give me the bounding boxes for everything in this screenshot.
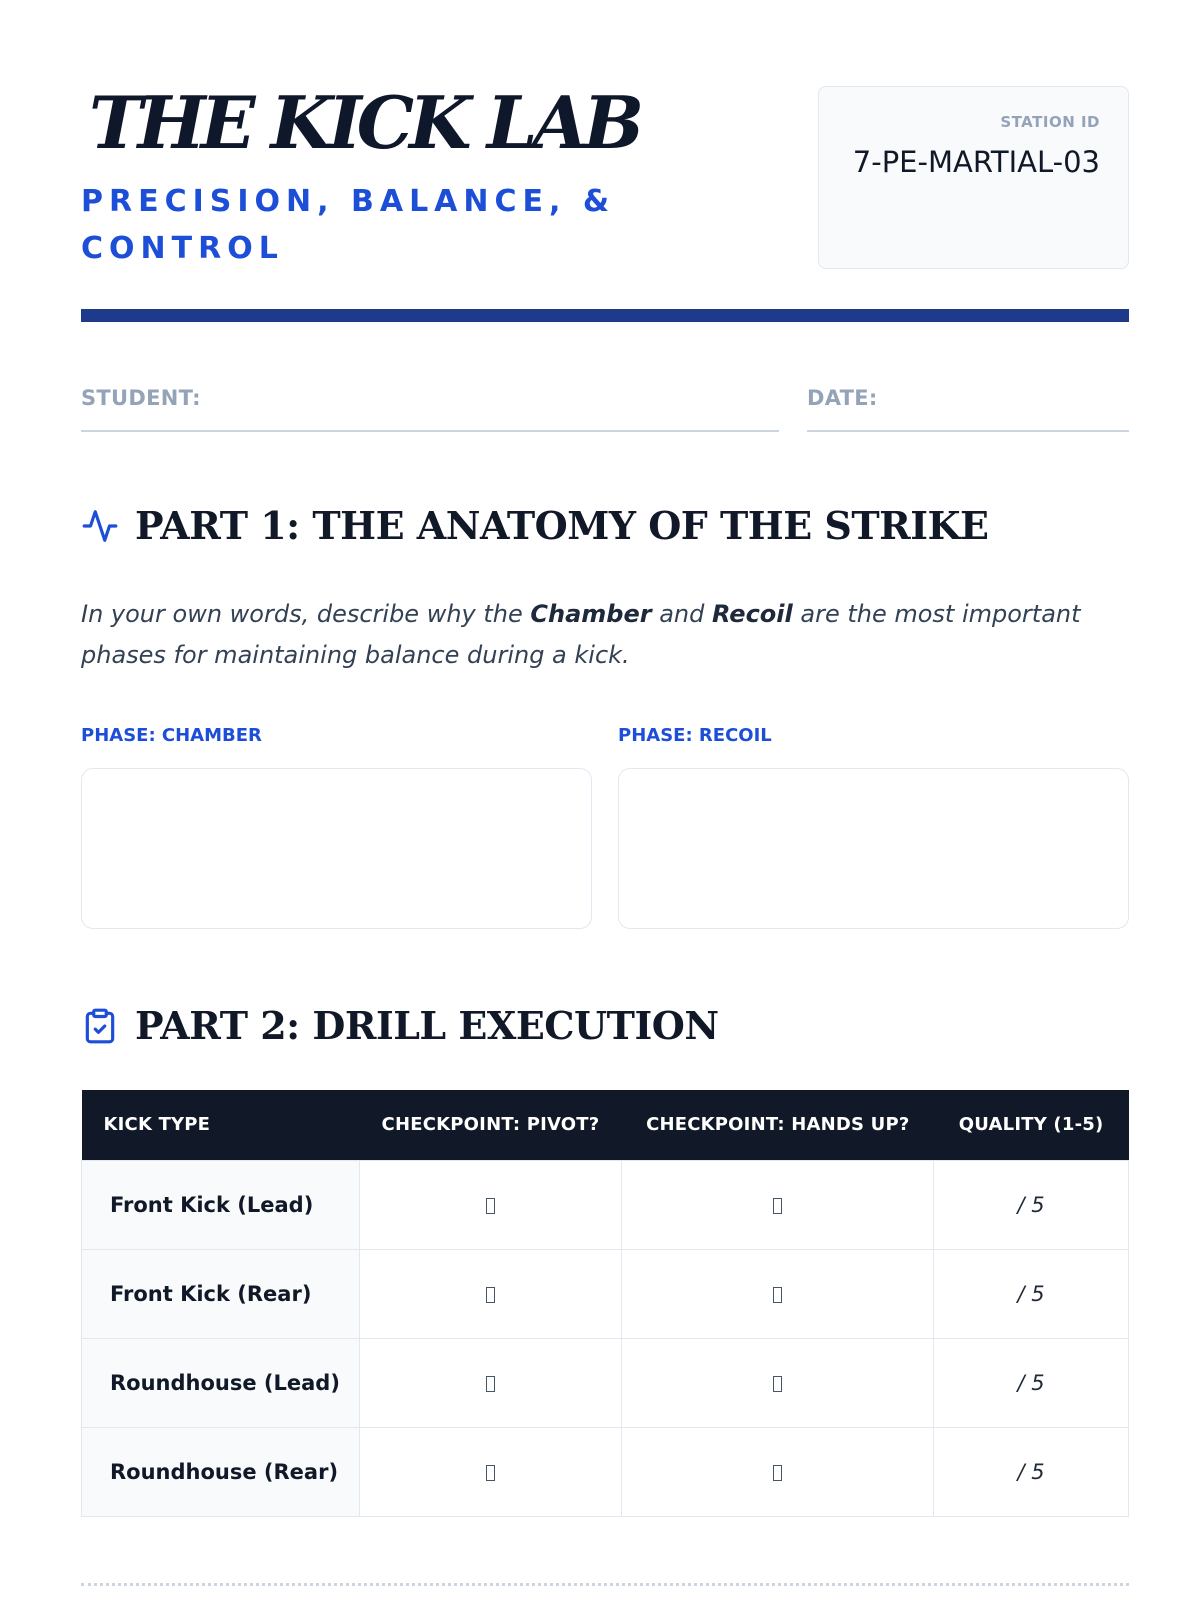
quality-cell[interactable]: / 5 [934,1249,1129,1338]
recoil-label: PHASE: RECOIL [618,725,772,746]
prompt-text: In your own words, describe why the [81,600,531,628]
drill-table [81,1090,1129,1517]
station-id-value: 7-PE-MARTIAL-03 [852,145,1100,179]
checkbox-icon[interactable] [486,1376,495,1392]
date-label: DATE: [807,386,878,410]
checkbox-icon[interactable] [773,1198,782,1214]
station-id-box [818,86,1129,269]
clipboard-check-icon [81,1004,121,1048]
hands-checkbox-cell[interactable] [622,1427,934,1516]
checkbox-icon[interactable] [773,1376,782,1392]
pivot-checkbox-cell[interactable] [359,1427,622,1516]
footer-divider [81,1583,1129,1586]
part2-title: PART 2: DRILL EXECUTION [135,1003,719,1048]
part1-title: PART 1: THE ANATOMY OF THE STRIKE [135,503,989,548]
table-header-row [82,1090,1129,1160]
chamber-label: PHASE: CHAMBER [81,725,262,746]
checkbox-icon[interactable] [773,1465,782,1481]
quality-cell[interactable]: / 5 [934,1427,1129,1516]
student-field[interactable] [81,386,779,432]
prompt-text: and [651,600,713,628]
pivot-checkbox-cell[interactable] [359,1160,622,1249]
prompt-text: are the most important phases for maintaining balance during a kick. [81,600,1081,669]
quality-cell[interactable]: / 5 [934,1160,1129,1249]
header-divider [81,309,1129,322]
checkbox-icon[interactable] [486,1287,495,1303]
part1-heading [81,503,988,548]
col-pivot: CHECKPOINT: PIVOT? [359,1090,622,1160]
checkbox-icon[interactable] [773,1287,782,1303]
kick-type-cell: Front Kick (Lead) [82,1160,360,1249]
table-row [82,1249,1129,1338]
col-quality: QUALITY (1-5) [934,1090,1129,1160]
chamber-answer-box[interactable] [81,768,592,929]
kick-type-cell: Roundhouse (Rear) [82,1427,360,1516]
table-row [82,1427,1129,1516]
prompt-chamber: Chamber [530,600,652,628]
station-id-label: STATION ID [1000,113,1100,131]
kick-type-cell: Roundhouse (Lead) [82,1338,360,1427]
table-row [82,1160,1129,1249]
page-subtitle: PRECISION, BALANCE, & CONTROL [81,184,616,266]
header [81,80,1129,274]
checkbox-icon[interactable] [486,1198,495,1214]
date-field[interactable] [807,386,1129,432]
col-hands-up: CHECKPOINT: HANDS UP? [622,1090,934,1160]
part1-prompt [81,594,1129,676]
checkbox-icon[interactable] [486,1465,495,1481]
pivot-checkbox-cell[interactable] [359,1338,622,1427]
student-label: STUDENT: [81,386,201,410]
prompt-recoil: Recoil [712,600,793,628]
hands-checkbox-cell[interactable] [622,1338,934,1427]
pivot-checkbox-cell[interactable] [359,1249,622,1338]
recoil-answer-box[interactable] [618,768,1129,929]
col-kick-type: KICK TYPE [82,1090,360,1160]
kick-type-cell: Front Kick (Rear) [82,1249,360,1338]
hands-checkbox-cell[interactable] [622,1160,934,1249]
quality-cell[interactable]: / 5 [934,1338,1129,1427]
hands-checkbox-cell[interactable] [622,1249,934,1338]
part2-heading [81,1003,719,1048]
page-title: THE KICK LAB [89,80,640,165]
table-row [82,1338,1129,1427]
activity-icon [81,504,121,548]
